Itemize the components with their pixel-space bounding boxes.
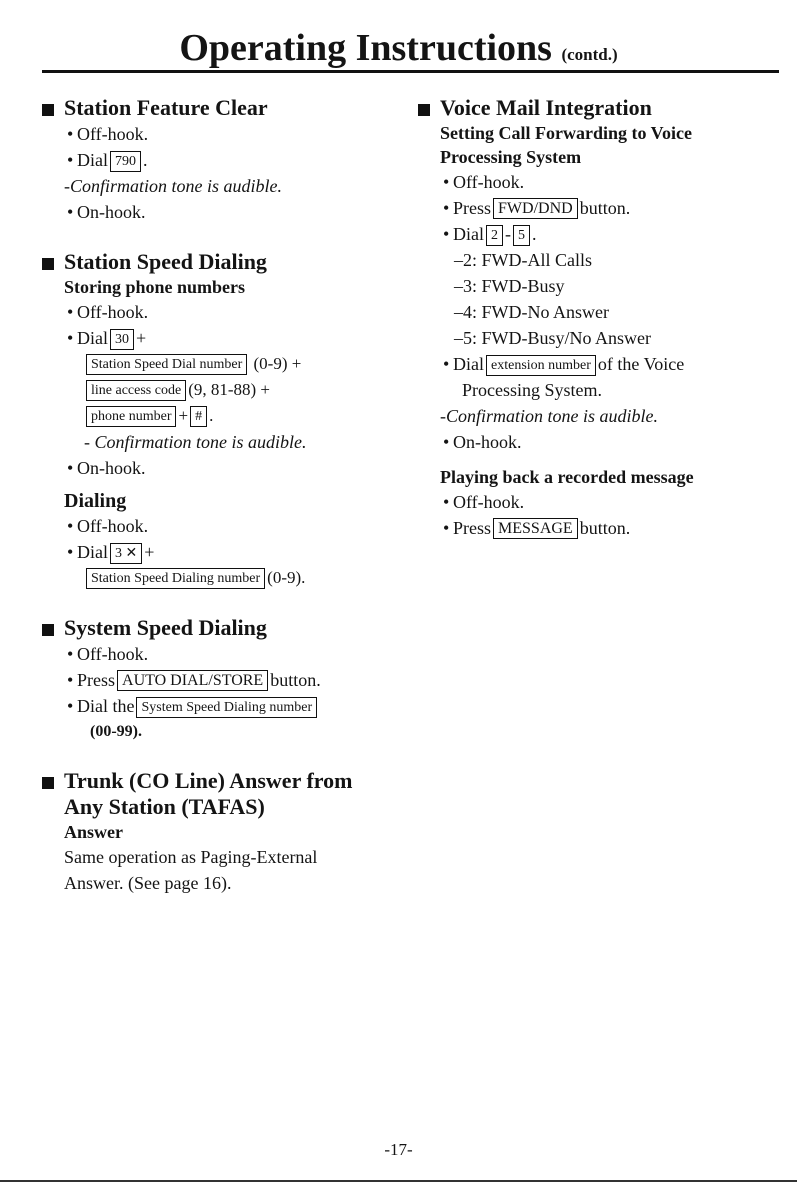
- range-text: (00-99).: [90, 723, 142, 740]
- step-text: +: [136, 328, 147, 348]
- step-text: .: [143, 150, 148, 170]
- step: • Off-hook.: [443, 492, 525, 512]
- square-bullet-icon: [42, 104, 54, 116]
- step: • Dial the System Speed Dialing number: [64, 693, 402, 719]
- square-bullet-icon: [42, 624, 54, 636]
- code-line: [64, 565, 402, 591]
- step-text: Press: [77, 670, 116, 690]
- step-text: On-hook.: [77, 458, 146, 478]
- section-title: Station Feature Clear: [64, 95, 268, 120]
- title-text: Operating Instructions: [179, 27, 552, 69]
- subheading: Answer: [64, 822, 123, 842]
- step-text: Off-hook.: [453, 172, 525, 192]
- step: • Off-hook.: [67, 302, 149, 322]
- section-tafas: [42, 768, 402, 896]
- body-text: Answer. (See page 16).: [64, 873, 232, 893]
- section-title: Station Speed Dialing: [64, 249, 267, 274]
- subheading: Setting Call Forwarding to Voice: [440, 123, 692, 143]
- step-text: (9, 81-88) +: [188, 380, 271, 399]
- section-title-cont: Any Station (TAFAS): [64, 794, 265, 819]
- key-box: 2: [486, 225, 503, 246]
- code-line: [64, 377, 402, 403]
- step-text: -: [505, 224, 511, 244]
- key-box: FWD/DND: [493, 198, 578, 219]
- step: • Off-hook.: [443, 172, 525, 192]
- step-text: Press: [453, 198, 492, 218]
- section-voice-mail-integration: [418, 95, 788, 541]
- step-cont: Processing System.: [462, 380, 603, 400]
- step: • Press FWD/DND button.: [443, 198, 631, 218]
- key-box: Station Speed Dialing number: [86, 568, 265, 589]
- step: • Press MESSAGE button.: [443, 518, 631, 538]
- step-text: Dial: [77, 150, 108, 170]
- step: • Off-hook.: [67, 644, 149, 664]
- step: • On-hook.: [443, 432, 522, 452]
- step: • Dial extension number of the Voice: [443, 354, 685, 374]
- code-line: [64, 403, 402, 429]
- step-text: Dial: [77, 542, 108, 562]
- step: • Press AUTO DIAL/STORE button.: [67, 670, 321, 690]
- code-line: [64, 351, 402, 377]
- subheading: Processing System: [440, 147, 582, 167]
- title-contd: (contd.): [561, 45, 618, 64]
- left-column: [42, 95, 402, 920]
- step: • On-hook.: [67, 202, 146, 222]
- step-text: button.: [579, 518, 631, 538]
- step-text: Off-hook.: [453, 492, 525, 512]
- confirmation-note: -Confirmation tone is audible.: [440, 406, 658, 426]
- step-text: Press: [453, 518, 492, 538]
- option-text: –5: FWD-Busy/No Answer: [454, 328, 651, 348]
- step-text: +: [144, 542, 155, 562]
- step-text: .: [532, 224, 537, 244]
- section-station-speed-dialing: [42, 249, 402, 591]
- step-text: of the Voice: [597, 354, 685, 374]
- subheading: Dialing: [64, 490, 127, 512]
- step-text: On-hook.: [453, 432, 522, 452]
- step-text: button.: [579, 198, 631, 218]
- body-text: Same operation as Paging-External: [64, 847, 318, 867]
- confirmation-note: -Confirmation tone is audible.: [64, 176, 282, 196]
- right-column: [418, 95, 788, 565]
- key-box: #: [190, 406, 207, 427]
- key-box: 790: [110, 151, 141, 172]
- bottom-rule: [0, 1180, 797, 1182]
- title-rule: [42, 70, 779, 73]
- section-title: Voice Mail Integration: [440, 95, 652, 120]
- key-box: line access code: [86, 380, 186, 401]
- step-text: (0-9) +: [253, 354, 302, 373]
- step-text: Dial the: [77, 696, 135, 716]
- key-box: 30: [110, 329, 134, 350]
- step-text: (0-9).: [267, 568, 306, 587]
- option-text: –2: FWD-All Calls: [454, 250, 592, 270]
- step: • Dial 3 ✕ +: [67, 542, 155, 562]
- square-bullet-icon: [418, 104, 430, 116]
- section-station-feature-clear: [42, 95, 402, 225]
- step-text: Off-hook.: [77, 516, 149, 536]
- option-text: –4: FWD-No Answer: [454, 302, 609, 322]
- section-title: Trunk (CO Line) Answer from: [64, 768, 353, 793]
- square-bullet-icon: [42, 777, 54, 789]
- step-text: button.: [270, 670, 321, 690]
- step-text: +: [178, 406, 189, 425]
- key-box: System Speed Dialing number: [136, 697, 317, 718]
- step-text: .: [209, 406, 214, 425]
- step-text: Dial: [453, 224, 484, 244]
- subheading: Playing back a recorded message: [440, 467, 694, 487]
- section-title: System Speed Dialing: [64, 615, 267, 640]
- key-box: phone number: [86, 406, 176, 427]
- step: • Off-hook.: [67, 124, 149, 144]
- subheading: Storing phone numbers: [64, 277, 246, 297]
- key-box: AUTO DIAL/STORE: [117, 670, 268, 691]
- step: • On-hook.: [67, 458, 146, 478]
- page-number: -17-: [384, 1140, 413, 1159]
- key-box: 3 ✕: [110, 543, 142, 564]
- key-box: MESSAGE: [493, 518, 578, 539]
- square-bullet-icon: [42, 258, 54, 270]
- key-box: extension number: [486, 355, 596, 376]
- step-text: On-hook.: [77, 202, 146, 222]
- step: • Dial 790 .: [67, 150, 148, 170]
- step-text: Dial: [453, 354, 484, 374]
- confirmation-note: - Confirmation tone is audible.: [84, 432, 307, 452]
- step: • Dial 2 - 5 .: [443, 224, 537, 244]
- step-text: Off-hook.: [77, 124, 149, 144]
- step: • Dial 30 +: [67, 328, 147, 348]
- step-text: Off-hook.: [77, 302, 149, 322]
- step-text: Off-hook.: [77, 644, 149, 664]
- option-text: –3: FWD-Busy: [454, 276, 565, 296]
- step: • Off-hook.: [67, 516, 149, 536]
- section-system-speed-dialing: [42, 615, 402, 744]
- key-box: 5: [513, 225, 530, 246]
- step-text: Dial: [77, 328, 108, 348]
- key-box: Station Speed Dial number: [86, 354, 247, 375]
